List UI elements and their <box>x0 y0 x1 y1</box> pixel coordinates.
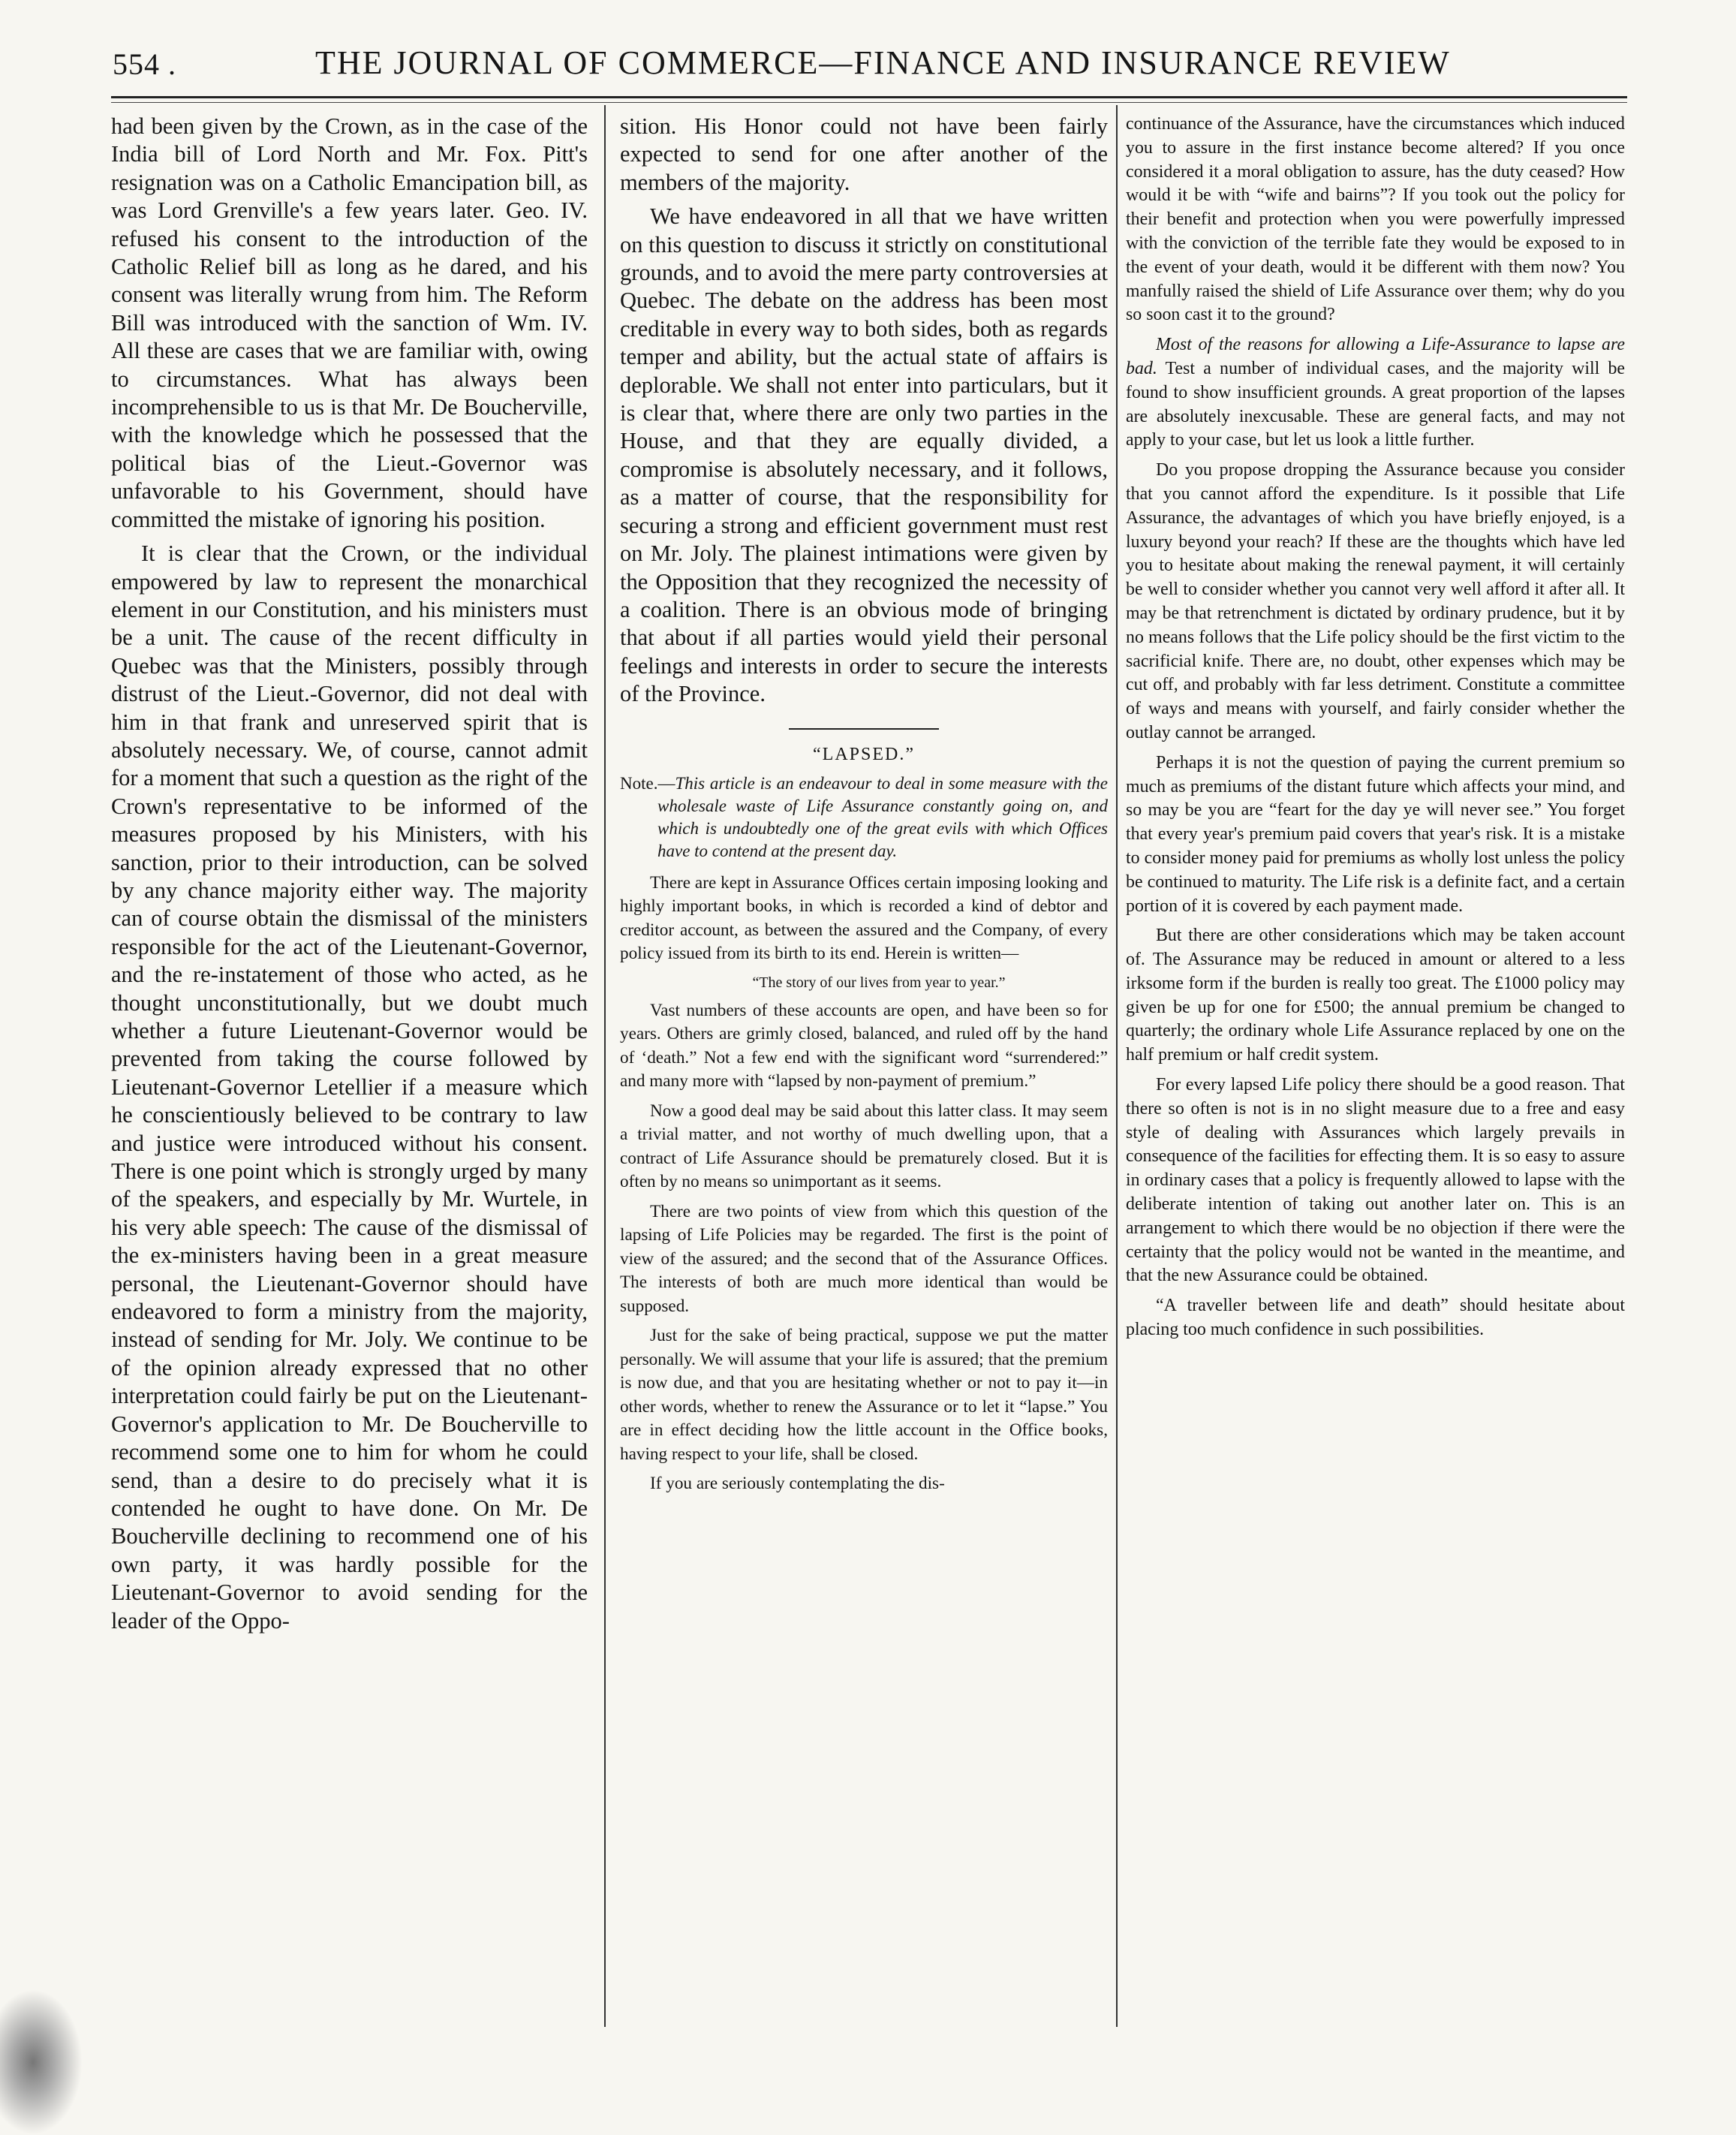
page-smudge <box>0 1989 83 2135</box>
journal-title: THE JOURNAL OF COMMERCE—FINANCE AND INSURANCE REVIEW <box>315 44 1451 81</box>
header-rule-thin <box>111 102 1627 103</box>
column-3-paragraph-1: continuance of the Assurance, have the circumstances which induced you to assure in the first instance become altered? If you once considered it a moral obligation to assure, has the duty ceased? How would it be with “wife and bairns”? If you took out the policy for their benefit and protection when you were powerfully impressed with the conviction of the terrible fate they would be exposed to in the event of your death, would it be different with them now? You manfully raised the shield of Life Assurance over them; why do you so soon cast it to the ground? <box>1126 114 1625 325</box>
column-1-paragraph-2: It is clear that the Crown, or the individual empowered by law to represent the monarchical element in our Constitution, and his ministers must be a unit. The cause of the recent difficulty in Quebec was that the Ministers, possibly through distrust of the Lieut.-Governor, did not deal with him in that frank and unreserved spirit that is absolutely necessary. We, of course, cannot admit for a moment that such a question as the right of the Crown's representative to be informed of the measures proposed by his Ministers, with his sanction, prior to their introduction, can be solved by any chance majority either way. The majority can of course obtain the dismissal of the ministers responsible for the act of the Lieutenant-Governor, and the re-instatement of those who acted, as he thought unconstitutionally, but we doubt much whether a future Lieutenant-Governor would be prevented from taking the course followed by Lieutenant-Governor Letellier if a measure which he conscientiously believed to be contrary to law and justice were introduced without his consent. There is one point which is strongly urged by many of the speakers, and especially by Mr. Wurtele, in his very able speech: The cause of the dismissal of the ex-ministers having been in a great measure personal, the Lieutenant-Governor should have endeavored to form a ministry from the majority, instead of sending for Mr. Joly. We continue to be of the opinion already expressed that no other interpretation could fairly be put on the Lieutenant-Governor's application to Mr. De Boucherville to recommend some one to him for whom he could send, than a desire to do precisely what it is contended he ought to have done. On Mr. De Boucherville declining to recommend one of his own party, it was hardly possible for the Lieutenant-Governor to avoid sending for the leader of the Oppo- <box>111 541 588 1634</box>
column-2 <box>620 113 1108 2034</box>
article-paragraph-4: There are two points of view from which this question of the lapsing of Life Policies may be regarded. The first is the point of view of the assured; and the second that of the Assurance Offices. The interests of both are much more identical than would be supposed. <box>620 1201 1108 1316</box>
note-label: Note.— <box>620 773 675 793</box>
column-1-paragraph-1: had been given by the Crown, as in the case of the India bill of Lord North and Mr. Fox. Pitt's resignation was on a Catholic Emancipation bill, as was Lord Grenville's a few years later. Geo. IV. refused his consent to the introduction of the Catholic Relief bill as long as he dared, and his consent was literally wrung from him. The Reform Bill was introduced with the sanction of Wm. IV. All these are cases that we are familiar with, owing to circumstances. What has always been incomprehensible to us is that Mr. De Boucherville, with the knowledge which he possessed that the political bias of the Lieut.-Governor was unfavorable to his Government, should have committed the mistake of ignoring his position. <box>111 113 588 532</box>
column-3-paragraph-5: But there are other considerations which may be taken account of. The Assurance may be reduced in amount or altered to a less irksome form if the burden is really too great. The £1000 policy may given be up for one for £500; the annual premium be changed to quarterly; the ordinary whole Life Assurance replaced by one on the half premium or half credit system. <box>1126 926 1625 1065</box>
note-text: This article is an endeavour to deal in some measure with the wholesale waste of Life Assurance constantly going on, and which is undoubtedly one of the great evils with which Offices have to contend at the present day. <box>657 773 1108 860</box>
column-2-paragraph-1: sition. His Honor could not have been fairly expected to send for one after another of the members of the majority. <box>620 113 1108 195</box>
column-1 <box>111 113 588 2034</box>
article-paragraph-6: If you are seriously contemplating the dis- <box>650 1474 945 1494</box>
article-quote: “The story of our lives from year to year.” <box>752 974 1006 991</box>
article-paragraph-2: Vast numbers of these accounts are open, and have been so for years. Others are grimly closed, balanced, and ruled off by the hand of ‘death.” Not a few end with the significant word “surrendered:” and many more with “lapsed by non-payment of premium.” <box>620 1000 1108 1092</box>
column-3-paragraph-3: Do you propose dropping the Assurance because you consider that you cannot afford the expenditure. Is it possible that Life Assurance, the advantages of which you have briefly enjoyed, is a luxury beyond your reach? If these are the thoughts which have led you to hesitate about making the renewal payment, it will certainly be well to consider whether you cannot very well afford it after all. It may be that retrenchment is dictated by ordinary prudence, but it by no means follows that the Life policy should be the first victim to the sacrificial knife. There are, no doubt, other expenses which may be cut off, and probably with far less detriment. Constitute a committee of ways and means with yourself, and fairly consider whether the outlay cannot be arranged. <box>1126 460 1625 742</box>
column-3-paragraph-7: “A traveller between life and death” should hesitate about placing too much confidence in such possibilities. <box>1126 1296 1625 1340</box>
editor-note <box>620 772 1108 863</box>
column-3-paragraph-2 <box>1126 333 1625 453</box>
column-2-paragraph-2: We have endeavored in all that we have written on this question to discuss it strictly on constitutional grounds, and to avoid the mere party controversies at Quebec. The debate on the address has been most creditable in every way to both sides, both as regards temper and ability, but the actual state of affairs is deplorable. We shall not enter into particulars, but it is clear that, where there are only two parties in the House, and that they are equally divided, a compromise is absolutely necessary, and it follows, as a matter of course, that the responsibility for securing a strong and efficient government must rest on Mr. Joly. The plainest intimations were given by the Opposition that they recognized the necessity of a coalition. There is an obvious mode of bringing that about if all parties would yield their personal feelings and interests in order to secure the interests of the Province. <box>620 203 1108 707</box>
column-divider-2 <box>1116 105 1118 2027</box>
column-3-paragraph-6: For every lapsed Life policy there should be a good reason. That there so often is not is in no slight measure due to a free and easy style of dealing with Assurances which largely prevails in consequence of the facilities for effecting them. It is so easy to assure in ordinary cases that a policy is frequently allowed to lapse with the deliberate intention of taking out another later on. This is an arrangement to which there would be no objection if there were the certainty that the policy would not be wanted in the meantime, and that the new Assurance could be obtained. <box>1126 1075 1625 1286</box>
section-divider <box>789 728 939 730</box>
header-rule <box>111 96 1627 98</box>
column-divider-1 <box>604 105 606 2027</box>
column-3 <box>1126 113 1625 2034</box>
article-paragraph-5: Just for the sake of being practical, suppose we put the matter personally. We will assume that your life is assured; that the premium is now due, and that you are hesitating whether or not to pay it—in other words, whether to renew the Assurance or to let it “lapse.” You are in effect deciding how the little account in the Office books, having respect to your life, shall be closed. <box>620 1326 1108 1464</box>
article-paragraph-3: Now a good deal may be said about this latter class. It may seem a trivial matter, and not worthy of much dwelling upon, that a contract of Life Assurance should be prematurely closed. But it is often by no means so unimportant as it seems. <box>620 1101 1108 1192</box>
column-3-italic-rest: Test a number of individual cases, and the majority will be found to show insufficient grounds. A great proportion of the lapses are absolutely inexcusable. These are general facts, and may not apply to your case, but let us look a little further. <box>1126 358 1625 450</box>
article-title: “LAPSED.” <box>813 744 915 764</box>
page-number: 554 . <box>113 47 176 81</box>
column-3-italic-lead: Most of the reasons for allowing a Life-Assurance to lapse are bad. <box>1126 335 1625 378</box>
article-paragraph-1: There are kept in Assurance Offices certain imposing looking and highly important books, in which is recorded a kind of debtor and creditor account, as between the assured and the Company, of every policy issued from its birth to its end. Herein is written— <box>620 872 1108 964</box>
column-3-paragraph-4: Perhaps it is not the question of paying the current premium so much as premiums of the distant future which affects your mind, and so may be you are “feart for the day ye will never see.” You forget that every year's premium paid covers that year's risk. It is a mistake to consider money paid for premiums as wholly lost unless the policy be continued to maturity. The Life risk is a definite fact, and a certain portion of it is covered by each payment made. <box>1126 752 1625 916</box>
